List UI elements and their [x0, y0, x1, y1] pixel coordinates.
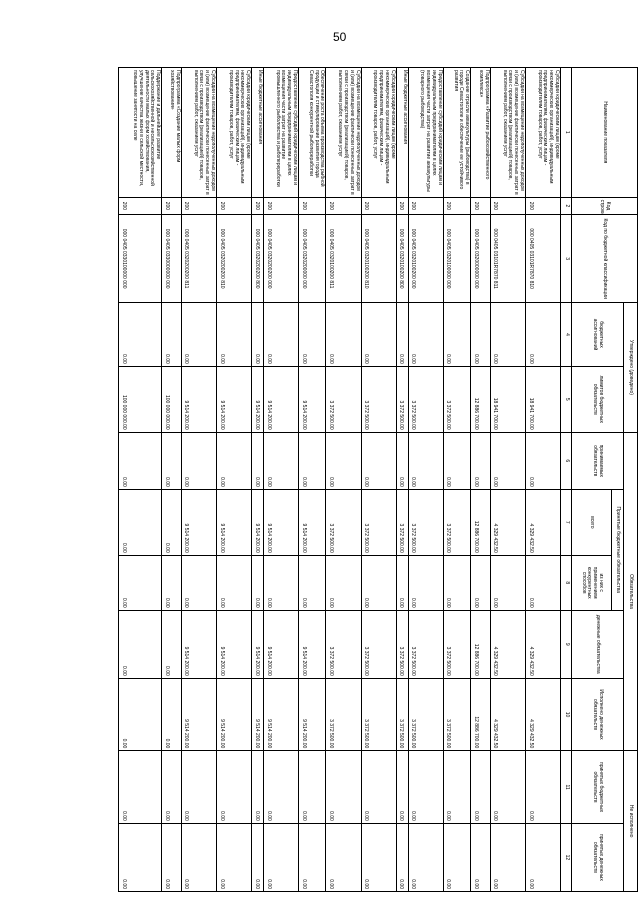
- table-row: [396, 68, 408, 892]
- cell-kbk: 000 0405 0320100200 800: [396, 215, 408, 303]
- table-row: [471, 68, 491, 892]
- budget-table: [118, 67, 638, 892]
- column-number: 6: [561, 432, 572, 489]
- cell-c6: 0.00: [471, 432, 491, 489]
- cell-c6: 0.00: [396, 432, 408, 489]
- cell-name: Иные бюджетные ассигнования: [252, 68, 264, 198]
- cell-c11: 0.00: [216, 751, 251, 824]
- column-number: 5: [561, 366, 572, 432]
- header-nx-accepted: принятых бюджетных обязательств: [572, 751, 624, 824]
- cell-c12: 0.00: [216, 823, 251, 891]
- cell-c8: 0.00: [396, 555, 408, 610]
- cell-kbk: 000 0405 0320100200 811: [326, 215, 361, 303]
- header-nx-accepted-monetary: принятых денежных обязательств: [572, 823, 624, 891]
- cell-c12: 0.00: [361, 823, 396, 891]
- cell-c12: 0.00: [471, 823, 491, 891]
- cell-kbk: 000 0405 0320200200 800: [252, 215, 264, 303]
- cell-code: 200: [326, 197, 361, 215]
- cell-c9: 3 372 500.00: [408, 610, 443, 678]
- cell-c6: 0.00: [119, 432, 162, 489]
- cell-c9: 9 514 200.00: [263, 610, 298, 678]
- table-row: [252, 68, 264, 892]
- cell-c7: 3 372 500.00: [361, 489, 396, 555]
- cell-c5: 3 372 500.00: [361, 366, 396, 432]
- cell-c11: 0.00: [471, 751, 491, 824]
- cell-kbk: 000 0405 0320100000 000: [443, 215, 470, 303]
- cell-c12: 0.00: [263, 823, 298, 891]
- cell-kbk: 000 0405 0320200200 810: [216, 215, 251, 303]
- header-budget-limits: лимитов бюджетных обязательств: [572, 366, 624, 432]
- cell-c5: 3 372 500.00: [396, 366, 408, 432]
- cell-c12: 0.00: [181, 823, 216, 891]
- cell-c10: 9 514 200.00: [252, 678, 264, 751]
- cell-c9: 9 514 200.00: [299, 610, 326, 678]
- column-number: 4: [561, 303, 572, 367]
- cell-code: 200: [471, 197, 491, 215]
- cell-c7: 0.00: [119, 489, 162, 555]
- cell-code: 200: [525, 197, 560, 215]
- cell-c8: 0.00: [119, 555, 162, 610]
- cell-c11: 0.00: [263, 751, 298, 824]
- cell-c4: 0.00: [326, 303, 361, 367]
- cell-name: Создание отрасли аквакультуры (рыбоводства) в городе Севастополе и обеспечение ее устойчивого развития: [443, 68, 470, 198]
- cell-c11: 0.00: [162, 751, 182, 824]
- cell-c7: 9 514 200.00: [299, 489, 326, 555]
- cell-c12: 0.00: [443, 823, 470, 891]
- cell-c5: 12 886 700.00: [471, 366, 491, 432]
- cell-c10: 3 372 500.00: [443, 678, 470, 751]
- cell-kbk: 000 0405 0320200200 811: [181, 215, 216, 303]
- cell-c4: 0.00: [443, 303, 470, 367]
- header-name: Наименование показателя: [572, 68, 638, 198]
- cell-kbk: 000 0405 0320200200 000: [263, 215, 298, 303]
- column-number: 2: [561, 197, 572, 215]
- rotated-table-container: [118, 67, 638, 892]
- cell-c8: 0.00: [181, 555, 216, 610]
- cell-c9: 4 329 432.50: [490, 610, 525, 678]
- cell-c10: 9 514 200.00: [181, 678, 216, 751]
- cell-c6: 0.00: [252, 432, 264, 489]
- cell-code: 200: [119, 197, 162, 215]
- column-number: 10: [561, 678, 572, 751]
- cell-c9: 3 372 500.00: [396, 610, 408, 678]
- cell-c12: 0.00: [252, 823, 264, 891]
- cell-c9: 4 329 432.50: [525, 610, 560, 678]
- cell-name: Субсидии юридическим лицам (кроме некоммерческих организаций), индивидуальным предпринимателям, физическим лицам - производителям товаров, работ, услуг: [216, 68, 251, 198]
- cell-c10: 4 329 432.50: [490, 678, 525, 751]
- cell-name: Субсидии юридическим лицам (кроме некоммерческих организаций), индивидуальным предпринимателям, физическим лицам - производителям товаров, работ, услуг: [525, 68, 560, 198]
- cell-name: Субсидии юридическим лицам (кроме некоммерческих организаций), индивидуальным предпринимателям, физическим лицам - производителям товаров, работ, услуг: [361, 68, 396, 198]
- cell-c6: 0.00: [326, 432, 361, 489]
- cell-code: 200: [408, 197, 443, 215]
- cell-c12: 0.00: [299, 823, 326, 891]
- table-row: [263, 68, 298, 892]
- cell-c12: 0.00: [408, 823, 443, 891]
- cell-c4: 0.00: [396, 303, 408, 367]
- cell-c4: 0.00: [525, 303, 560, 367]
- cell-c12: 0.00: [326, 823, 361, 891]
- column-number: 1: [561, 68, 572, 198]
- cell-code: 200: [181, 197, 216, 215]
- cell-c8: 0.00: [162, 555, 182, 610]
- cell-c11: 0.00: [396, 751, 408, 824]
- header-approved: Утверждено (доведено): [624, 303, 638, 433]
- column-number: 8: [561, 555, 572, 610]
- column-number: 7: [561, 489, 572, 555]
- column-number: 3: [561, 215, 572, 303]
- cell-c6: 0.00: [443, 432, 470, 489]
- cell-c6: 0.00: [490, 432, 525, 489]
- cell-c8: 0.00: [361, 555, 396, 610]
- header-monetary-obligations: денежные обязательства: [572, 610, 624, 678]
- cell-c8: 0.00: [408, 555, 443, 610]
- cell-c10: 9 514 200.00: [263, 678, 298, 751]
- cell-c7: 3 372 500.00: [443, 489, 470, 555]
- cell-c9: 3 372 500.00: [443, 610, 470, 678]
- column-number: 9: [561, 610, 572, 678]
- cell-c10: 3 372 500.00: [408, 678, 443, 751]
- cell-c5: 9 514 200.00: [299, 366, 326, 432]
- cell-c10: 0.00: [119, 678, 162, 751]
- table-row: [119, 68, 162, 892]
- cell-c11: 0.00: [443, 751, 470, 824]
- cell-code: 200: [216, 197, 251, 215]
- cell-kbk: 000 0405 03101R7870 811: [490, 215, 525, 303]
- header-accepted-budget-obligations: Принятые бюджетные обязательства: [612, 489, 624, 610]
- cell-c4: 0.00: [361, 303, 396, 367]
- cell-c8: 0.00: [490, 555, 525, 610]
- cell-kbk: 000 0405 03101R7870 810: [525, 215, 560, 303]
- cell-c9: 9 514 200.00: [216, 610, 251, 678]
- column-number: 11: [561, 751, 572, 824]
- cell-c6: 0.00: [361, 432, 396, 489]
- cell-c10: 4 329 432.50: [525, 678, 560, 751]
- cell-c6: 0.00: [263, 432, 298, 489]
- cell-c9: 0.00: [119, 610, 162, 678]
- cell-c10: 3 372 500.00: [361, 678, 396, 751]
- cell-c4: 0.00: [181, 303, 216, 367]
- cell-c9: 3 372 500.00: [326, 610, 361, 678]
- cell-c10: 12 886 700.00: [471, 678, 491, 751]
- table-row: [299, 68, 326, 892]
- cell-c7: 12 886 700.00: [471, 489, 491, 555]
- cell-kbk: 000 0405 0320200000 000: [299, 215, 326, 303]
- cell-c9: 12 886 700.00: [471, 610, 491, 678]
- cell-name: Иные бюджетные ассигнования: [396, 68, 408, 198]
- cell-c11: 0.00: [408, 751, 443, 824]
- cell-c5: 9 514 200.00: [263, 366, 298, 432]
- cell-c8: 0.00: [326, 555, 361, 610]
- table-row: [181, 68, 216, 892]
- cell-code: 200: [490, 197, 525, 215]
- cell-kbk: 000 0405 0320100200 810: [361, 215, 396, 303]
- cell-c4: 0.00: [471, 303, 491, 367]
- cell-c5: 3 372 500.00: [326, 366, 361, 432]
- cell-c7: 3 372 500.00: [408, 489, 443, 555]
- cell-c4: 0.00: [252, 303, 264, 367]
- cell-c4: 0.00: [299, 303, 326, 367]
- cell-c5: 9 514 200.00: [252, 366, 264, 432]
- table-row: [326, 68, 361, 892]
- cell-kbk: 000 0405 0330100000 000: [119, 215, 162, 303]
- cell-kbk: 000 0405 0320000000 000: [471, 215, 491, 303]
- cell-c11: 0.00: [525, 751, 560, 824]
- cell-c4: 0.00: [162, 303, 182, 367]
- header-obligations: Обязательства: [624, 432, 638, 751]
- header-total: всего: [572, 489, 612, 555]
- cell-c11: 0.00: [361, 751, 396, 824]
- cell-c7: 9 514 200.00: [263, 489, 298, 555]
- header-incl-competitive: из них с применением конкурентных способов: [572, 555, 612, 610]
- table-row: [443, 68, 470, 892]
- cell-c8: 0.00: [443, 555, 470, 610]
- header-row-code: Код строки: [572, 197, 638, 215]
- cell-c7: 4 329 432.50: [525, 489, 560, 555]
- cell-kbk: 000 0405 0320100200 000: [408, 215, 443, 303]
- cell-c6: 0.00: [408, 432, 443, 489]
- cell-name: Обеспечение роста объема производства рыбной продукции и стимулирование развития города Севастополя конкурентной рыбопереработки: [299, 68, 326, 198]
- cell-c11: 0.00: [326, 751, 361, 824]
- cell-c8: 0.00: [525, 555, 560, 610]
- cell-c4: 0.00: [263, 303, 298, 367]
- cell-name: Субсидии на возмещение недополученных доходов и (или) возмещение фактически понесенных затрат в связи с производством (реализацией) товаров, выполнением работ, оказанием услуг: [490, 68, 525, 198]
- cell-c5: 18 941 700.00: [525, 366, 560, 432]
- page-number: 50: [333, 30, 347, 44]
- cell-c10: 3 372 500.00: [326, 678, 361, 751]
- cell-c12: 0.00: [490, 823, 525, 891]
- cell-c10: 3 372 500.00: [396, 678, 408, 751]
- cell-c5: 9 514 200.00: [216, 366, 251, 432]
- table-body: [119, 68, 561, 892]
- column-number-row: [561, 68, 572, 892]
- header-budget-allocations: бюджетных ассигнований: [572, 303, 624, 367]
- cell-c9: 9 514 200.00: [181, 610, 216, 678]
- table-row: [162, 68, 182, 892]
- cell-c6: 0.00: [525, 432, 560, 489]
- cell-c5: 3 372 500.00: [443, 366, 470, 432]
- cell-name: Подпрограмма «Развитие рыбохозяйственного комплекса»: [471, 68, 491, 198]
- cell-c11: 0.00: [181, 751, 216, 824]
- cell-c4: 0.00: [408, 303, 443, 367]
- cell-c4: 0.00: [119, 303, 162, 367]
- cell-code: 200: [252, 197, 264, 215]
- cell-code: 200: [299, 197, 326, 215]
- cell-name: Поддержание и дальнейшее развитие сельскохозяйственной и несельскохозяйственной деятельности малых форм хозяйствования, улучшение качества жизни в сельской местности, повышение занятости на селе: [119, 68, 162, 198]
- cell-c10: 9 514 200.00: [216, 678, 251, 751]
- cell-c5: 100 000 000.00: [162, 366, 182, 432]
- cell-c11: 0.00: [119, 751, 162, 824]
- cell-c9: 0.00: [162, 610, 182, 678]
- cell-code: 200: [162, 197, 182, 215]
- cell-c10: 9 514 200.00: [299, 678, 326, 751]
- cell-name: Субсидии на возмещение недополученных доходов и (или) возмещение фактически понесенных затрат в связи с производством (реализацией) товаров, выполнением работ, оказанием услуг: [326, 68, 361, 198]
- cell-c9: 3 372 500.00: [361, 610, 396, 678]
- cell-code: 200: [443, 197, 470, 215]
- cell-name: Подпрограмма «Создание малых форм хозяйствования»: [162, 68, 182, 198]
- cell-c12: 0.00: [119, 823, 162, 891]
- cell-c4: 0.00: [216, 303, 251, 367]
- column-number: 12: [561, 823, 572, 891]
- cell-code: 200: [361, 197, 396, 215]
- cell-c5: 3 372 500.00: [408, 366, 443, 432]
- cell-name: Субсидии на возмещение недополученных доходов и (или) возмещение фактически понесенных затрат в связи с производством (реализацией) товаров, выполнением работ, оказанием услуг: [181, 68, 216, 198]
- header-budget-code: Код по бюджетной классификации: [572, 215, 638, 303]
- cell-name: Предоставление субсидий юридическим лицам и индивидуальным предпринимателям в целях возмещения части затрат на развитие аквакультуры (товарного рыбоводства): [408, 68, 443, 198]
- cell-c8: 0.00: [252, 555, 264, 610]
- cell-c5: 9 514 200.00: [181, 366, 216, 432]
- table-row: [408, 68, 443, 892]
- cell-c6: 0.00: [299, 432, 326, 489]
- cell-c5: 100 000 000.00: [119, 366, 162, 432]
- cell-c12: 0.00: [162, 823, 182, 891]
- cell-c8: 0.00: [263, 555, 298, 610]
- cell-c5: 18 941 700.00: [490, 366, 525, 432]
- header-accepted-obligations: принимаемых обязательств: [572, 432, 624, 489]
- cell-code: 200: [396, 197, 408, 215]
- cell-c6: 0.00: [162, 432, 182, 489]
- cell-c10: 0.00: [162, 678, 182, 751]
- cell-kbk: 000 0405 0330000000 000: [162, 215, 182, 303]
- cell-c8: 0.00: [216, 555, 251, 610]
- cell-c9: 9 514 200.00: [252, 610, 264, 678]
- cell-c7: 4 329 432.50: [490, 489, 525, 555]
- cell-c7: 3 372 500.00: [326, 489, 361, 555]
- cell-c11: 0.00: [490, 751, 525, 824]
- cell-c11: 0.00: [252, 751, 264, 824]
- cell-c12: 0.00: [525, 823, 560, 891]
- table-row: [490, 68, 525, 892]
- cell-c4: 0.00: [490, 303, 525, 367]
- header-not-executed: Не исполнено: [624, 751, 638, 892]
- cell-name: Предоставление субсидий юридическим лицам и индивидуальным предпринимателям в целях возмещения части затрат на развитие промышленного рыболовства и рыбопереработки: [263, 68, 298, 198]
- cell-code: 200: [263, 197, 298, 215]
- cell-c7: 3 372 500.00: [396, 489, 408, 555]
- table-row: [361, 68, 396, 892]
- cell-c7: 9 514 200.00: [252, 489, 264, 555]
- cell-c7: 0.00: [162, 489, 182, 555]
- cell-c6: 0.00: [216, 432, 251, 489]
- table-row: [216, 68, 251, 892]
- table-row: [525, 68, 560, 892]
- cell-c6: 0.00: [181, 432, 216, 489]
- cell-c12: 0.00: [396, 823, 408, 891]
- cell-c7: 9 514 200.00: [181, 489, 216, 555]
- cell-c8: 0.00: [471, 555, 491, 610]
- cell-c7: 9 514 200.00: [216, 489, 251, 555]
- cell-c8: 0.00: [299, 555, 326, 610]
- cell-c11: 0.00: [299, 751, 326, 824]
- header-executed: Исполнено денежных обязательств: [572, 678, 624, 751]
